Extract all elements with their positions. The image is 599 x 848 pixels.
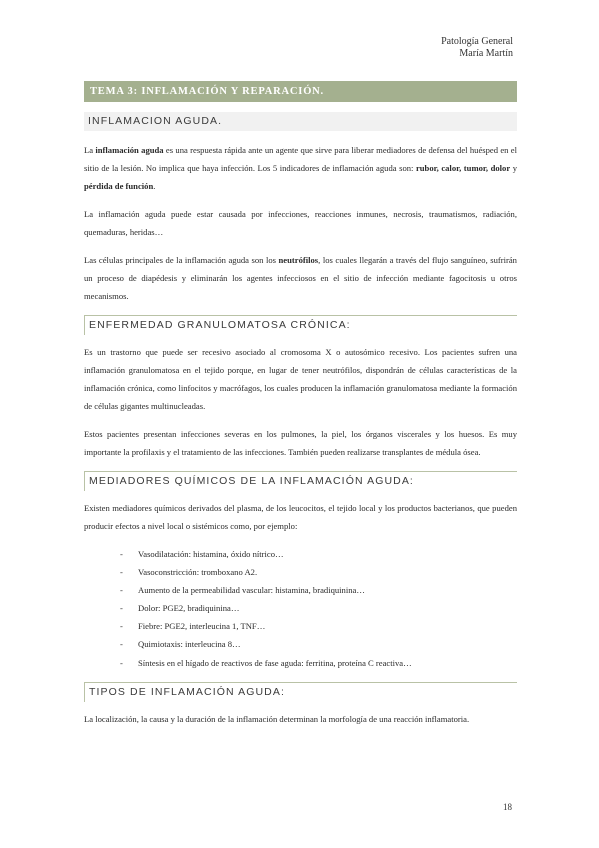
section-heading-tipos: TIPOS DE INFLAMACIÓN AGUDA: [84, 682, 517, 702]
list-item: - Quimiotaxis: interleucina 8… [120, 639, 241, 650]
page-header [441, 36, 513, 60]
section-heading-mediadores: MEDIADORES QUÍMICOS DE LA INFLAMACIÓN AGUDA: [84, 471, 517, 491]
list-item: - Dolor: PGE2, bradiquinina… [120, 603, 240, 614]
paragraph-tipos: La localización, la causa y la duración de la inflamación determinan la morfología de una reacción inflamatoria. [84, 713, 470, 724]
term-indicators: rubor, calor, tumor, dolor [415, 163, 511, 173]
list-item: - Fiebre: PGE2, interleucina 1, TNF… [120, 621, 266, 632]
document-body [84, 81, 517, 728]
chapter-title: TEMA 3: INFLAMACIÓN Y REPARACIÓN. [84, 81, 517, 102]
paragraph-granulomatosa-1: Es un trastorno que puede ser recesivo asociado al cromosoma X o autosómico recesivo. Los pacientes sufren una inflamación granulomatosa en el tejido porque, en lugar de tener neutrófilos, dispondrán de células características de la inflamación crónica, como linfocitos y macrófagos, los cuales producen la inflamación granulomatosa mediante la formación de células gigantes multinucleadas. [84, 347, 517, 411]
term-neutrofilos: neutrófilos [278, 255, 319, 265]
header-course: Patología General [441, 36, 513, 47]
section-heading-granulomatosa: ENFERMEDAD GRANULOMATOSA CRÓNICA: [84, 315, 517, 335]
list-item: - Vasoconstricción: tromboxano A2. [120, 567, 258, 578]
term-inflamacion-aguda: inflamación aguda [95, 145, 164, 155]
section-heading-inflamacion-aguda: INFLAMACION AGUDA. [84, 112, 517, 131]
paragraph-causes: La inflamación aguda puede estar causada por infecciones, reacciones inmunes, necrosis, traumatismos, radiación, quemaduras, heridas… [84, 209, 517, 237]
paragraph-mediadores: Existen mediadores químicos derivados del plasma, de los leucocitos, el tejido local y los productos bacterianos, que pueden producir efectos a nivel local o sistémicos como, por ejemplo: [84, 503, 517, 531]
list-item: - Síntesis en el hígado de reactivos de fase aguda: ferritina, proteína C reactiva… [120, 657, 412, 668]
paragraph-cells: Las células principales de la inflamación aguda son los neutrófilos, los cuales llegarán a través del flujo sanguíneo, sufrirán un proceso de diapédesis y eliminarán los agentes infecciosos en el sitio de infección mediante fagocitosis u otros mecanismos. [84, 255, 517, 301]
mediators-list [84, 545, 517, 672]
term-perdida-funcion: pérdida de función [84, 181, 154, 191]
list-item: - Aumento de la permeabilidad vascular: histamina, bradiquinina… [120, 585, 365, 596]
list-item: - Vasodilatación: histamina, óxido nítrico… [120, 549, 284, 559]
header-author: María Martín [459, 48, 513, 59]
paragraph-definition: La inflamación aguda es una respuesta rápida ante un agente que sirve para liberar mediadores de defensa del huésped en el sitio de la lesión. No implica que haya infección. Los 5 indicadores de inflamación aguda son: rubor, calor, tumor, dolor y pérdida de función. [84, 145, 517, 191]
page-number: 18 [503, 802, 512, 812]
paragraph-granulomatosa-2: Estos pacientes presentan infecciones severas en los pulmones, la piel, los órganos viscerales y los huesos. Es muy importante la profilaxis y el tratamiento de las infecciones. También pueden realizarse transplantes de médula ósea. [84, 429, 517, 457]
